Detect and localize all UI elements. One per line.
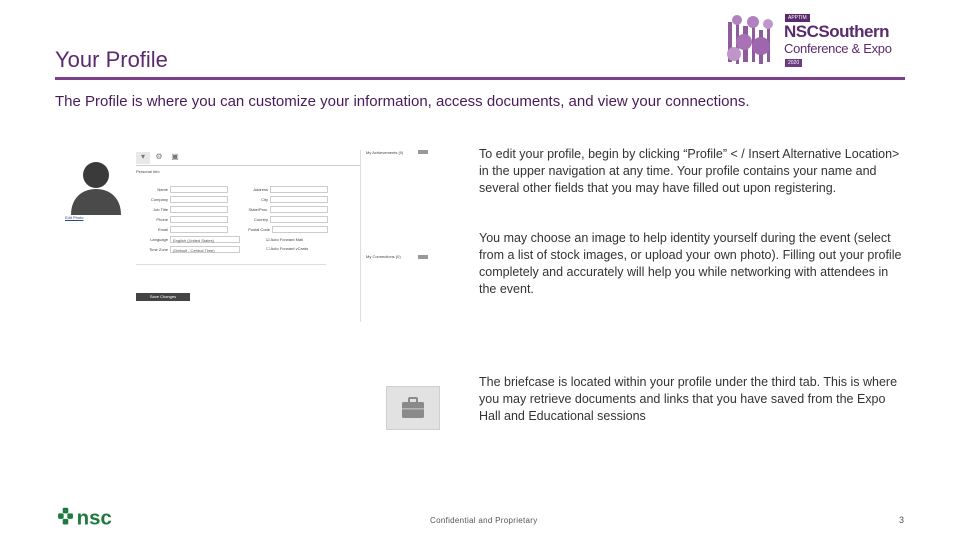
briefcase-tile [386,386,440,430]
paragraph-briefcase: The briefcase is located within your profile under the third tab. This is where you may retrieve documents and links that you have saved from the Expo Hall and Educational sessions [479,375,898,423]
field-label: Company [150,197,168,202]
event-logo [722,12,912,72]
tab-profile-icon[interactable]: ▾ [136,152,150,164]
event-year: 2020 [785,59,802,67]
state-field[interactable] [270,206,328,213]
auto-forward-mail-checkbox[interactable]: ☑ Auto Forward Mail [266,237,303,242]
event-brand [784,22,889,42]
save-changes-button[interactable]: Save Changes [136,293,190,301]
edit-photo-link[interactable]: Edit Photo [65,215,84,220]
country-field[interactable] [270,216,328,223]
event-badge: APPTIM [785,14,810,22]
nsc-cross-icon [58,508,73,525]
auto-forward-vcards-checkbox[interactable]: ☐ Auto Forward vCards [266,246,309,251]
page-subtitle: The Profile is where you can customize your information, access documents, and view your connections. [55,93,750,110]
field-label: City [261,197,268,202]
field-label: Phone [156,217,168,222]
footer-confidential: Confidential and Proprietary [430,516,538,525]
checkbox-label: Auto Forward Mail [270,237,303,242]
email-field[interactable] [170,226,228,233]
company-field[interactable] [170,196,228,203]
event-brand-rest: Southern [818,22,890,41]
field-label: Time Zone [149,247,168,252]
divider [136,264,326,265]
field-label: State/Prov. [248,207,268,212]
name-field[interactable] [170,186,228,193]
field-label: Address [253,187,268,192]
nsc-logo-text: nsc [76,507,112,530]
flower-art-icon [722,12,780,70]
timezone-select[interactable]: (Default - Central Time) [170,246,240,253]
achievements-toggle[interactable] [418,150,428,154]
page-number: 3 [899,515,905,525]
tab-briefcase-icon[interactable]: ▣ [171,152,179,161]
field-label: Email [157,227,168,232]
event-subline: Conference & Expo [784,41,892,56]
connections-label: My Connections (0) [366,254,401,259]
profile-tabs [136,150,360,166]
language-select[interactable]: English (United States) [170,236,240,243]
title-rule [55,77,905,80]
checkbox-label: Auto Forward vCards [270,246,309,251]
phone-field[interactable] [170,216,228,223]
page-title: Your Profile [55,47,168,72]
field-label: Language [150,237,168,242]
connections-toggle[interactable] [418,255,428,259]
postal-code-field[interactable] [272,226,328,233]
briefcase-icon [387,387,439,429]
nsc-logo [55,505,141,531]
paragraph-edit-profile: To edit your profile, begin by clicking “Profile” < / Insert Alternative Location> in the upper navigation at any time. Your profile contains your name and several other fields that you may have filled out upon registering. [479,147,900,195]
city-field[interactable] [270,196,328,203]
achievements-label: My Achievements (0) [366,150,404,155]
field-label: Postal Code [248,227,270,232]
profile-screenshot [60,145,440,325]
tab-settings-icon[interactable]: ⚙ [155,152,163,161]
field-label: Name [157,187,168,192]
field-label: Job Title [153,207,168,212]
profile-form [136,150,361,322]
job-title-field[interactable] [170,206,228,213]
event-brand-nsc: NSC [784,22,819,41]
field-label: Country [253,217,268,222]
section-label: Personal Info [136,169,160,174]
avatar-silhouette-icon [65,153,127,215]
address-field[interactable] [270,186,328,193]
paragraph-choose-image: You may choose an image to help identity yourself during the event (select from a list of stock images, or upload your own photo). Filling out your profile completely and accurately will help you while networking with attendees in the event. [479,231,902,296]
